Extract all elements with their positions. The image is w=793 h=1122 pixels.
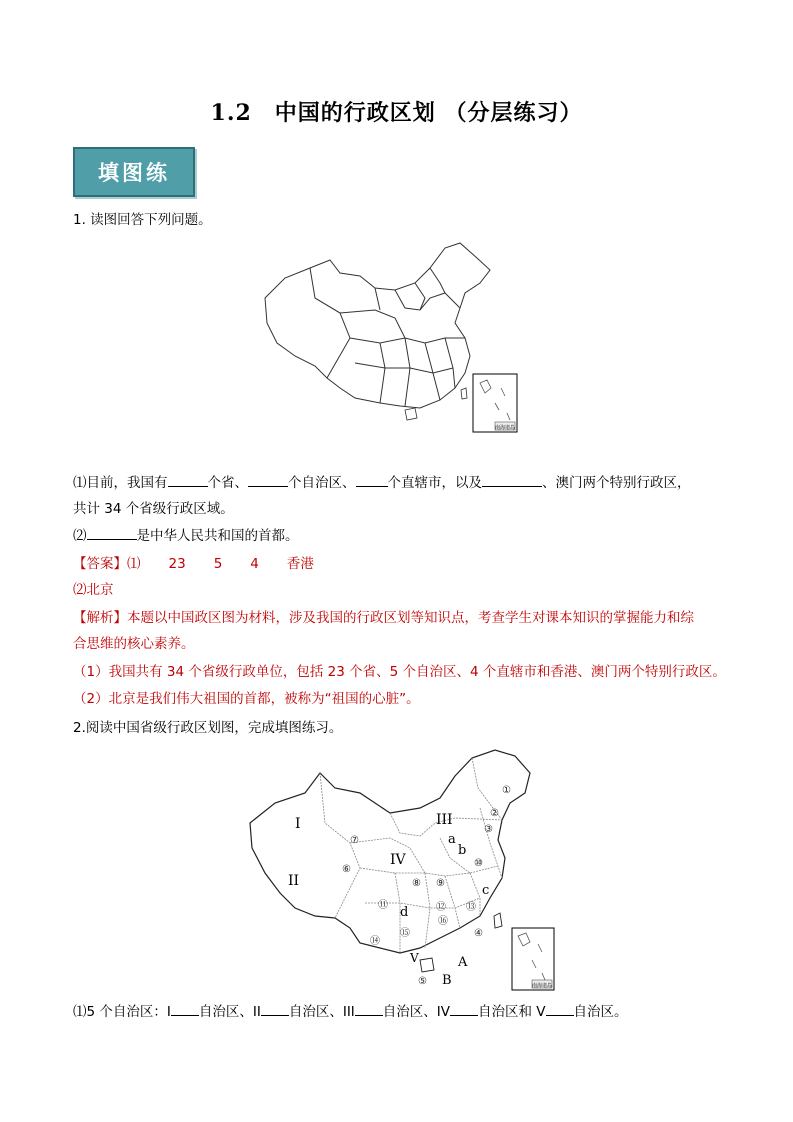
- map-label-number: ⑧: [412, 878, 421, 889]
- map-label-region: IV: [390, 852, 406, 868]
- map-label-region: II: [288, 873, 300, 889]
- map-label-number: ⑯: [438, 916, 448, 927]
- map-label-letter: b: [458, 843, 467, 858]
- analysis-line-4: （2）北京是我们伟大祖国的首都，被称为“祖国的心脏”。: [73, 691, 420, 707]
- map-label-number: ⑬: [466, 902, 476, 913]
- blank-provinces[interactable]: [168, 472, 208, 487]
- question-2-line-1: ⑴5 个自治区：I 自治区、II 自治区、III 自治区、IV 自治区和 V 自治区。: [73, 1001, 628, 1022]
- map-label-number: ⑥: [342, 864, 351, 875]
- analysis-line-1: 【解析】本题以中国政区图为材料，涉及我国的行政区划等知识点，考查学生对课本知识的掌握能力和综: [73, 610, 694, 626]
- map-label-number: ⑨: [436, 878, 445, 889]
- map-label-number: ⑦: [350, 835, 359, 846]
- page-title: 1.2 中国的行政区划 （分层练习）: [210, 100, 583, 126]
- map-label-number: ⑪: [378, 900, 388, 911]
- map-label-number: ⑫: [436, 902, 446, 913]
- answer-line-1: 【答案】⑴ 23 5 4 香港: [73, 556, 314, 572]
- question-1-line-3: ⑵ 是中华人民共和国的首都。: [73, 525, 299, 546]
- analysis-line-2: 合思维的核心素养。: [73, 636, 195, 652]
- china-map-2: [240, 748, 560, 996]
- blank-municipalities[interactable]: [356, 472, 388, 487]
- blank-capital[interactable]: [87, 525, 137, 540]
- map-label-letter: c: [482, 883, 490, 898]
- china-map-1: [255, 238, 525, 438]
- analysis-label: 【解析】: [73, 610, 127, 626]
- map-label-letter: B: [442, 973, 452, 988]
- answer-value: 4: [250, 556, 259, 572]
- map-label-number: ⑩: [474, 858, 483, 869]
- map-label-letter: d: [400, 905, 409, 920]
- blank-autonomous-regions[interactable]: [248, 472, 288, 487]
- blank-region-2[interactable]: [261, 1001, 289, 1016]
- blank-region-4[interactable]: [450, 1001, 478, 1016]
- analysis-line-3: （1）我国共有 34 个省级行政单位，包括 23 个省、5 个自治区、4 个直辖市和香港、澳门两个特别行政区。: [73, 664, 726, 680]
- map-label-number: ⑭: [370, 936, 380, 947]
- map-label-number: ④: [474, 928, 483, 939]
- blank-region-1[interactable]: [171, 1001, 199, 1016]
- answer-line-2: ⑵北京: [73, 582, 114, 598]
- map-label-region: I: [295, 816, 301, 832]
- map-label-number: ③: [484, 824, 493, 835]
- map-label-number: ①: [502, 785, 511, 796]
- blank-region-3[interactable]: [355, 1001, 383, 1016]
- section-heading: 填图练: [73, 147, 195, 197]
- map-label-letter: a: [448, 832, 456, 847]
- map-label-number: ②: [490, 808, 499, 819]
- map-label-number: ⑮: [400, 928, 410, 939]
- blank-region-5[interactable]: [546, 1001, 574, 1016]
- answer-value: 23: [168, 556, 186, 572]
- map-label-region: III: [436, 812, 453, 828]
- answer-value: 香港: [286, 556, 314, 572]
- map-label-number: ⑤: [418, 976, 427, 987]
- blank-sar[interactable]: [482, 472, 542, 487]
- answer-label: 【答案】: [73, 556, 127, 572]
- question-1-line-1: ⑴目前，我国有 个省、 个自治区、 个直辖市，以及 、澳门两个特别行政区，: [73, 472, 691, 493]
- map1-inset-label: 南海诸岛: [494, 425, 516, 431]
- question-1-line-2: 共计 34 个省级行政区域。: [73, 501, 234, 517]
- answer-value: 5: [213, 556, 223, 572]
- map-label-letter: A: [458, 955, 468, 970]
- question-2-prompt: 2.阅读中国省级行政区划图，完成填图练习。: [73, 720, 343, 736]
- map2-inset-label: 南海诸岛: [531, 983, 553, 989]
- map-label-region: V: [410, 951, 419, 965]
- question-1-prompt: 1. 读图回答下列问题。: [73, 212, 212, 228]
